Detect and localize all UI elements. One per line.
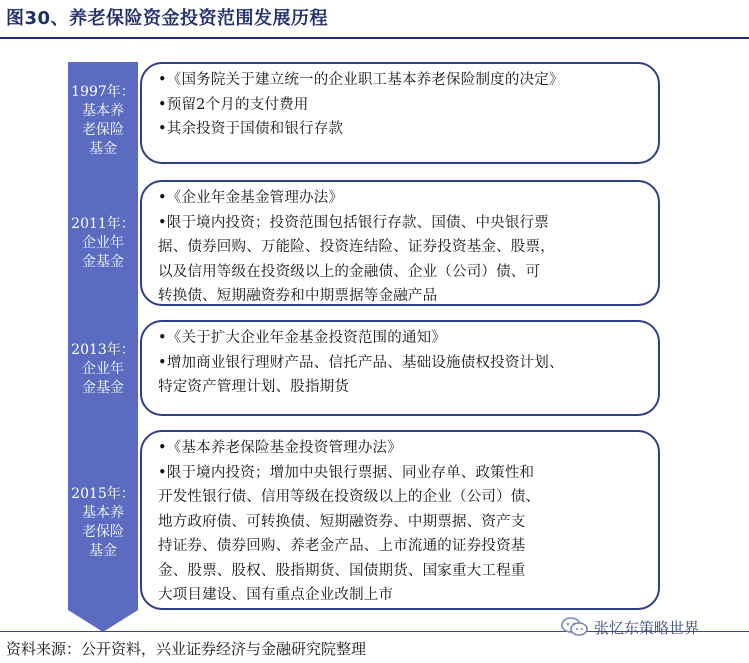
period-item: 金、股票、股权、股指期货、国债期货、国家重大工程重 [158,562,526,579]
period-item: •《国务院关于建立统一的企业职工基本养老保险制度的决定》 [158,72,564,88]
period-content-box [140,62,660,164]
source-note: 资料来源：公开资料，兴业证券经济与金融研究院整理 [6,640,367,658]
period-item: 开发性银行债、信用等级在投资级以上的企业（公司）债、 [158,489,541,505]
period-item: 以及信用等级在投资级以上的金融债、企业（公司）债、可 [158,263,541,280]
period-label [66,341,140,398]
period-item: 地方政府债、可转换债、短期融资券、中期票据、资产支 [158,513,526,530]
period-item: •预留2个月的支付费用 [158,96,309,113]
period-item: •《基本养老保险基金投资管理办法》 [158,440,402,456]
period-item: •《关于扩大企业年金基金投资范围的通知》 [158,330,447,346]
period-label-line: 金基金 [82,253,124,270]
period-label-line: 基本养 [82,103,124,119]
period-label-line: 老保险 [82,524,124,540]
period-item: 特定资产管理计划、股指期货 [158,379,350,395]
period-label [66,83,140,159]
period-label-line: 金基金 [82,379,124,396]
watermark-text: 张忆东策略世界 [594,618,700,637]
period-item: •限于境内投资；投资范围包括银行存款、国债、中央银行票 [158,214,549,231]
period-label [66,485,140,561]
wechat-icon [560,616,590,638]
period-label-line: 2013年： [71,341,135,358]
period-label [66,215,140,272]
period-item: 持证券、债券回购、养老金产品、上市流通的证券投资基 [158,538,526,554]
period-content-box [140,320,660,416]
period-item: •其余投资于国债和银行存款 [158,121,344,137]
period-item: •限于境内投资；增加中央银行票据、同业存单、政策性和 [158,464,535,481]
figure-title: 图30、养老保险资金投资范围发展历程 [6,8,329,29]
period-label-line: 基金 [89,543,117,559]
period-label-line: 基本养 [82,505,124,521]
period-label-line: 1997年： [71,84,135,100]
period-item: 大项目建设、国有重点企业改制上市 [158,587,394,603]
period-label-line: 企业年 [82,360,124,377]
period-label-line: 2015年： [71,486,135,502]
period-item: 据、债券回购、万能险、投资连结险、证券投资基金、股票， [158,239,555,255]
period-item: •增加商业银行理财产品、信托产品、基础设施债权投资计划、 [158,354,564,371]
period-content-box [140,180,660,306]
period-label-line: 2011年： [71,215,135,232]
period-label-line: 企业年 [82,234,124,251]
watermark [560,616,699,638]
period-item: 转换债、短期融资券和中期票据等金融产品 [158,288,438,304]
period-label-line: 基金 [89,141,117,157]
period-item: •《企业年金基金管理办法》 [158,190,344,206]
period-label-line: 老保险 [82,122,124,138]
period-content-box [140,430,660,610]
